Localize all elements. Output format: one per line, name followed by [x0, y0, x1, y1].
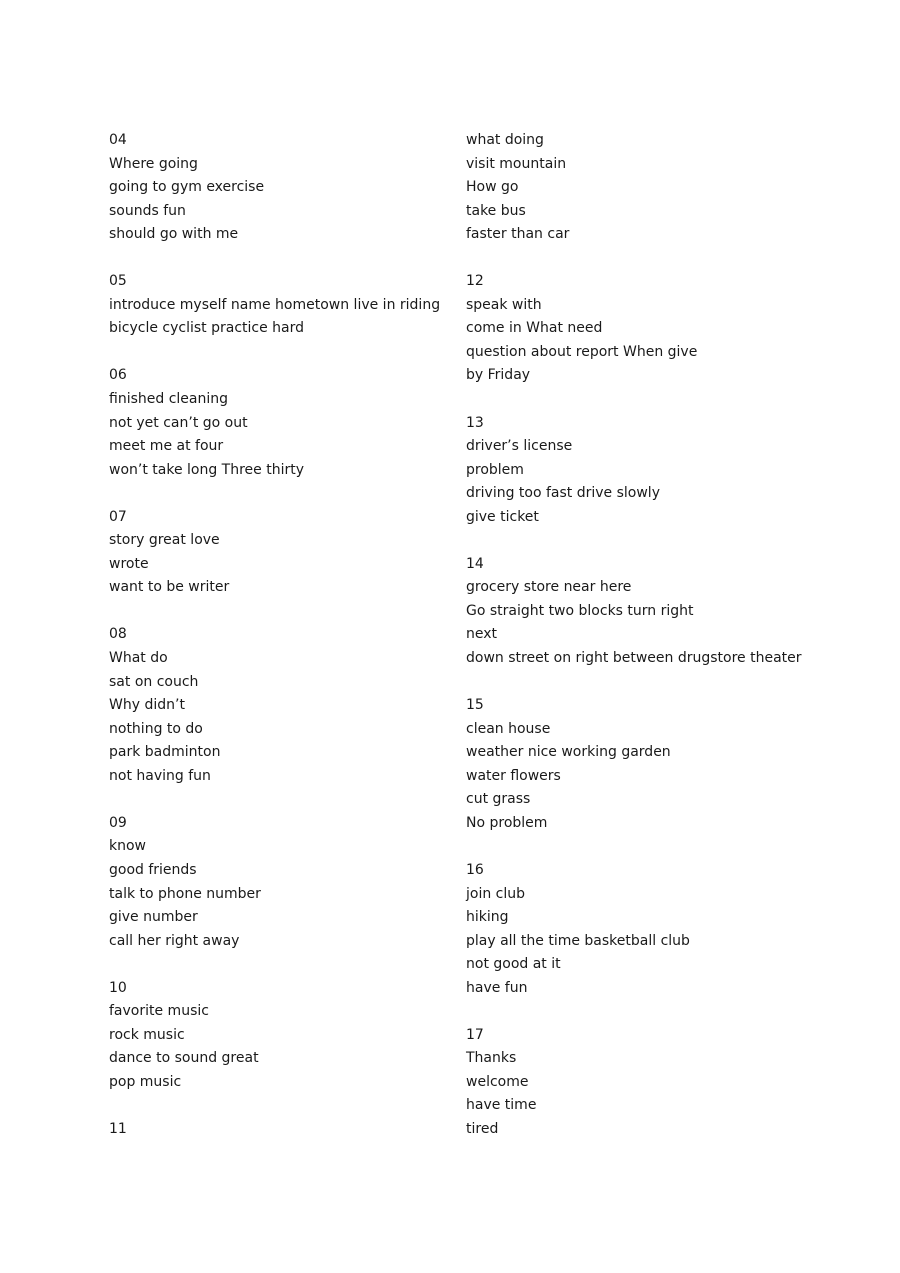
text-line: question about report When give — [466, 343, 698, 360]
blank-line — [466, 1000, 846, 1024]
blank-line — [109, 953, 449, 977]
text-line: take bus — [466, 202, 526, 219]
text-line: sounds fun — [109, 202, 186, 219]
section-number: 06 — [109, 367, 127, 384]
text-line: what doing — [466, 132, 544, 148]
text-line: bicycle cyclist practice hard — [109, 320, 305, 337]
section-number: 04 — [109, 132, 127, 148]
text-line: call her right away — [109, 932, 240, 949]
text-line: nothing to do — [109, 720, 203, 737]
section-number: 12 — [466, 273, 484, 290]
section-number: 17 — [466, 1026, 484, 1043]
text-line: rock music — [109, 1026, 185, 1043]
text-line: Go straight two blocks turn right — [466, 602, 694, 619]
text-line: grocery store near here — [466, 579, 632, 596]
text-line: have fun — [466, 979, 528, 996]
text-line: How go — [466, 179, 519, 196]
left-column — [109, 129, 449, 1142]
text-line: Why didn’t — [109, 697, 185, 714]
right-column — [466, 129, 846, 1142]
blank-line — [109, 482, 449, 506]
text-line: not good at it — [466, 956, 561, 973]
text-line: favorite music — [109, 1003, 209, 1020]
text-line: No problem — [466, 814, 548, 831]
text-line: dance to sound great — [109, 1050, 259, 1067]
text-line: driver’s license — [466, 438, 573, 455]
text-line: driving too fast drive slowly — [466, 485, 660, 502]
text-line: water flowers — [466, 767, 561, 784]
text-line: not yet can’t go out — [109, 414, 248, 431]
blank-line — [466, 835, 846, 859]
text-line: introduce myself name hometown live in riding — [109, 296, 441, 313]
text-line: faster than car — [466, 226, 570, 243]
text-line: meet me at four — [109, 438, 224, 455]
section-number: 16 — [466, 861, 484, 878]
section-number: 13 — [466, 414, 484, 431]
blank-line — [109, 1094, 449, 1118]
blank-line — [109, 788, 449, 812]
text-line: by Friday — [466, 367, 531, 384]
text-line: not having fun — [109, 767, 211, 784]
text-line: hiking — [466, 909, 509, 926]
text-line: tired — [466, 1120, 499, 1137]
text-line: next — [466, 626, 498, 643]
text-line: know — [109, 838, 146, 855]
text-line: talk to phone number — [109, 885, 261, 902]
blank-line — [109, 341, 449, 365]
text-line: finished cleaning — [109, 391, 228, 408]
section-number: 14 — [466, 555, 484, 572]
section-number: 10 — [109, 979, 127, 996]
section-number: 15 — [466, 697, 484, 714]
section-number: 09 — [109, 814, 127, 831]
blank-line — [466, 247, 846, 271]
text-line: give ticket — [466, 508, 539, 525]
blank-line — [466, 388, 846, 412]
text-line: cut grass — [466, 791, 531, 808]
blank-line — [109, 600, 449, 624]
text-line: have time — [466, 1097, 537, 1114]
text-line: speak with — [466, 296, 542, 313]
text-line: join club — [466, 885, 526, 902]
text-line: play all the time basketball club — [466, 932, 690, 949]
text-line: should go with me — [109, 226, 239, 243]
text-line: park badminton — [109, 744, 221, 761]
text-line: good friends — [109, 861, 197, 878]
text-line: visit mountain — [466, 155, 567, 172]
text-line: weather nice working garden — [466, 744, 671, 761]
blank-line — [466, 529, 846, 553]
text-line: problem — [466, 461, 524, 478]
text-line: give number — [109, 909, 198, 926]
text-line: pop music — [109, 1073, 182, 1090]
text-line: down street on right between drugstore theater — [466, 650, 802, 667]
text-line: wrote — [109, 555, 149, 572]
section-number: 05 — [109, 273, 127, 290]
text-line: won’t take long Three thirty — [109, 461, 305, 478]
text-line: story great love — [109, 532, 220, 549]
section-number: 11 — [109, 1120, 127, 1137]
text-line: sat on couch — [109, 673, 199, 690]
section-number: 07 — [109, 508, 127, 525]
text-line: Thanks — [466, 1050, 517, 1067]
text-line: want to be writer — [109, 579, 230, 596]
text-line: clean house — [466, 720, 551, 737]
text-line: What do — [109, 650, 168, 667]
blank-line — [466, 671, 846, 695]
text-line: come in What need — [466, 320, 603, 337]
blank-line — [109, 247, 449, 271]
text-line: going to gym exercise — [109, 179, 265, 196]
text-line: Where going — [109, 155, 198, 172]
text-line: welcome — [466, 1073, 529, 1090]
section-number: 08 — [109, 626, 127, 643]
